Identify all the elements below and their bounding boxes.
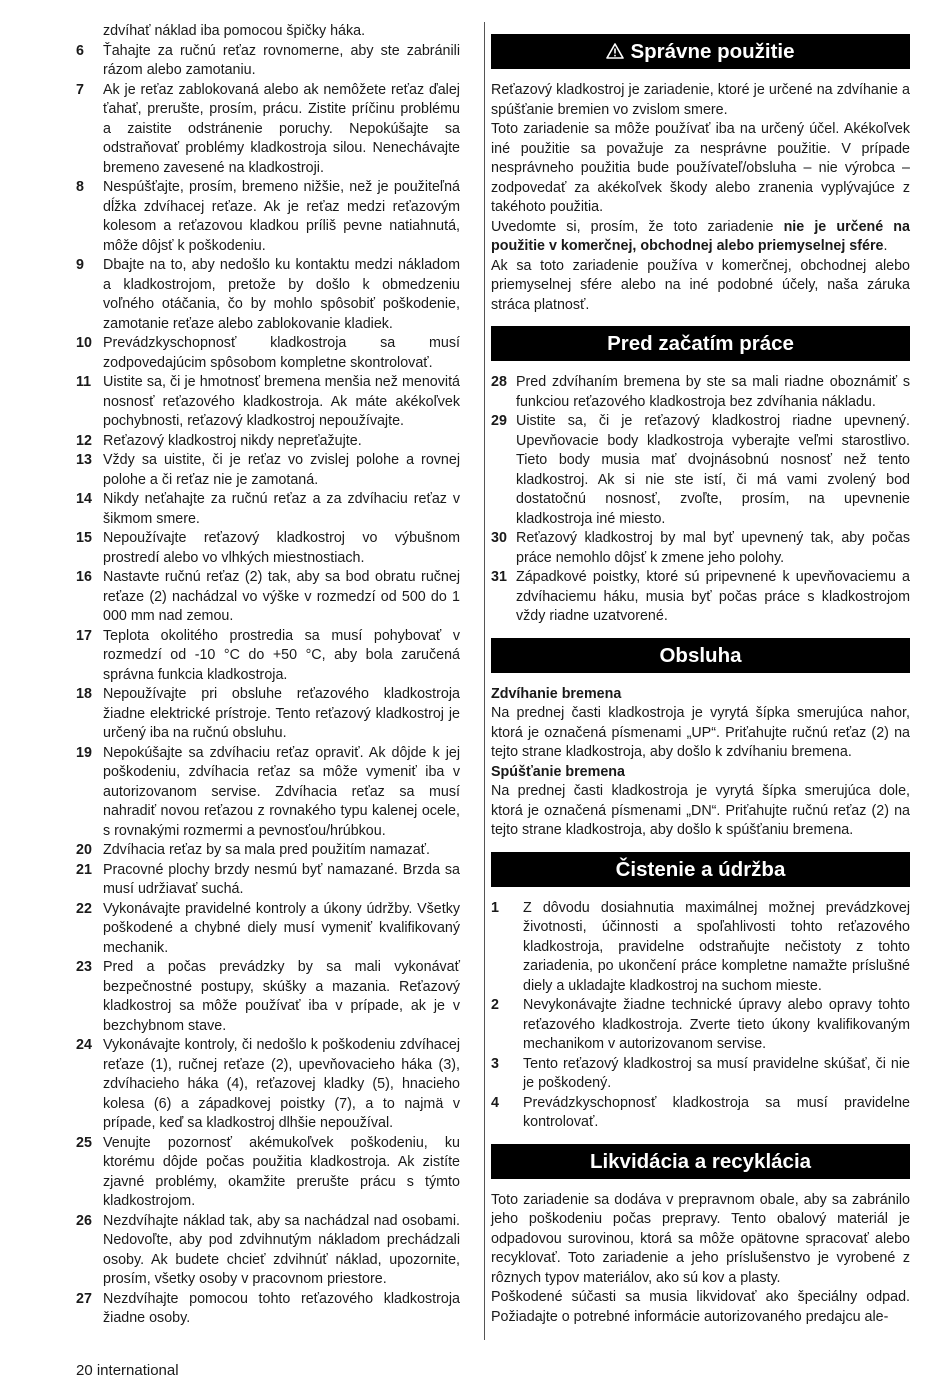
item-number: 27: [76, 1290, 92, 1307]
list-item: [76, 1212, 460, 1290]
emphasis-text: nie je určené na použitie v komerčnej, obchodnej alebo priemyselnej sfére: [491, 218, 910, 254]
item-number: 15: [76, 530, 92, 546]
item-number: 2: [491, 997, 499, 1013]
list-item: [76, 958, 460, 1036]
list-item: [76, 81, 460, 179]
maintenance-list: [491, 899, 910, 1133]
item-text: Tento reťazový kladkostroj sa musí pravidelne skúšať, či nie je poškodený.: [523, 1055, 910, 1091]
item-number: 4: [491, 1094, 499, 1111]
item-text: Uistite sa, či je hmotnosť bremena menšia než menovitá nosnosť reťazového kladkostroja. Ak máte akékoľvek pochybnosti, reťazový kladkostroj nepoužívajte.: [103, 374, 460, 429]
item-text: Dbajte na to, aby nedošlo ku kontaktu medzi nákladom a kladkostrojom, pretože by došlo k obmedzeniu voľného otáčania, čo by mohlo spôsobiť poškodenie, zamotanie reťaze alebo zablokovanie kladiek.: [103, 257, 460, 332]
item-number: 22: [76, 900, 92, 917]
item-number: 30: [491, 530, 507, 546]
item-number: 6: [76, 42, 84, 59]
item-text: Uistite sa, či je reťazový kladkostroj riadne upevnený. Upevňovacie body kladkostroja vyberajte veľmi starostlivo. Tieto body musia mať dvojnásobnú nosnosť než tento kladkostroj. Ak si nie ste istí, či má vami zvolený bod dostatočnú nosnosť, zvoľte, prosím, na upevnenie kladkostroja iné miesto.: [516, 413, 910, 527]
item-text: Nepoužívajte pri obsluhe reťazového kladkostroja žiadne elektrické prístroje. Tento reťazový kladkostroj je určený iba na ručnú obsluhu.: [103, 686, 460, 741]
item-text: Vykonávajte kontroly, či nedošlo k poškodeniu zdvíhacej reťaze (1), ručnej reťaze (2), upevňovacieho háka (3), zdvíhacieho háka (4), reťazovej kladky (5), hnacieho kolesa (6) a západkovej poistky (7), a to najmä v prípade, keď sa kladkostroj dlhšie nepoužíval.: [103, 1037, 460, 1131]
item-text: Prevádzkyschopnosť kladkostroja sa musí zodpovedajúcim spôsobom kompletne skontrolovať.: [103, 335, 460, 371]
list-item: [76, 256, 460, 334]
list-item: [76, 1036, 460, 1134]
section-header-cistenie-a-udrzba: Čistenie a údržba: [491, 852, 910, 887]
list-item: [76, 42, 460, 81]
item-number: 28: [491, 374, 507, 390]
paragraph: [491, 218, 910, 257]
item-text: Vždy sa uistite, či je reťaz vo zvislej polohe a rovnej polohe a či reťaz nie je zamotaná.: [103, 452, 460, 488]
item-text: Zdvíhacia reťaz by sa mala pred použitím namazať.: [103, 842, 430, 858]
item-text: Nepoužívajte reťazový kladkostroj vo výbušnom prostredí alebo vo vlhkých miestnostiach.: [103, 530, 460, 566]
item-text: Nastavte ručnú reťaz (2) tak, aby sa bod obratu ručnej reťaze (2) nachádzal vo výške v rozmedzí od 500 do 1 000 mm nad zemou.: [103, 569, 460, 624]
item-number: 20: [76, 842, 92, 858]
list-item: [491, 1055, 910, 1094]
list-item: [76, 900, 460, 959]
item-number: 12: [76, 432, 92, 449]
list-item: [76, 744, 460, 842]
item-text: Pred zdvíhaním bremena by ste sa mali riadne oboznámiť s funkciou reťazového kladkostroja bez zdvíhania nákladu.: [516, 374, 910, 410]
item-number: 9: [76, 257, 84, 273]
item-text: Nezdvíhajte náklad tak, aby sa nachádzal nad osobami. Nedovoľte, aby pod zdvihnutým nákladom prechádzali osoby. Ak budete chcieť zdvihnúť náklad, upozornite, prosím, všetky osoby v pracovnom priestore.: [103, 1212, 460, 1287]
list-item: [491, 529, 910, 568]
item-text: Teplota okolitého prostredia sa musí pohybovať v rozmedzí od -10 °C do +50 °C, aby bola zaručená správna funkcia kladkostroja.: [103, 627, 460, 683]
item-number: 29: [491, 413, 507, 429]
subheading: Spúšťanie bremena: [491, 763, 625, 780]
item-number: 10: [76, 335, 92, 351]
list-item: [76, 432, 460, 452]
list-item: [491, 1094, 910, 1133]
item-number: 17: [76, 627, 92, 644]
list-item: [76, 451, 460, 490]
item-number: 31: [491, 569, 507, 585]
item-text: Reťazový kladkostroj by mal byť upevnený tak, aby počas práce nemohlo dôjsť k zmene jeho polohy.: [516, 530, 910, 566]
page-footer: 20 international: [76, 1362, 179, 1379]
item-number: 18: [76, 686, 92, 702]
item-number: 1: [491, 899, 499, 916]
item-number: 23: [76, 959, 92, 975]
item-number: 13: [76, 452, 92, 468]
list-item: [76, 861, 460, 900]
item-text: Ťahajte za ručnú reťaz rovnomerne, aby ste zabránili rázom alebo zamotaniu.: [103, 42, 460, 78]
continued-text: zdvíhať náklad iba pomocou špičky háka.: [103, 23, 366, 39]
section-header-likvidacia-a-recyklacia: Likvidácia a recyklácia: [491, 1144, 910, 1179]
item-text: Z dôvodu dosiahnutia maximálnej možnej prevádzkovej životnosti, účinnosti a spoľahlivosti tohto reťazového kladkostroja, pravidelne odstraňujte nečistoty z tohto zariadenia, po ukončení práce kompletne namažte príslušné diely a ukladajte kladkostroj na suchom mieste.: [523, 899, 910, 994]
item-number: 8: [76, 179, 84, 195]
list-item: [76, 529, 460, 568]
list-item: [76, 1134, 460, 1212]
item-text: Nezdvíhajte pomocou tohto reťazového kladkostroja žiadne osoby.: [103, 1290, 460, 1326]
item-number: 7: [76, 81, 84, 98]
item-text: Nevykonávajte žiadne technické úpravy alebo opravy tohto reťazového kladkostroja. Zverte tieto úkony kvalifikovaným mechanikom v autorizovanom servise.: [523, 997, 910, 1052]
paragraph: Reťazový kladkostroj je zariadenie, ktoré je určené na zdvíhanie a spúšťanie bremien vo zvislom smere.: [491, 82, 910, 118]
subheading: Zdvíhanie bremena: [491, 685, 622, 702]
item-number: 14: [76, 491, 92, 507]
item-text: Prevádzkyschopnosť kladkostroja sa musí pravidelne kontrolovať.: [523, 1094, 910, 1130]
paragraph: Poškodené súčasti sa musia likvidovať ako špeciálny odpad. Požiadajte o potrebné informácie autorizovaného predajcu ale-: [491, 1289, 910, 1325]
item-number: 26: [76, 1212, 92, 1229]
paragraph: Toto zariadenie sa dodáva v prepravnom obale, aby sa zabránilo jeho poškodeniu počas prepravy. Tento obalový materiál je odpadovou surovinou, ktorá sa môže opätovne spracovať alebo recyklovať. Toto zariadenie a jeho príslušenstvo je vyrobené z rôznych typov materiálov, ako sú kov a plasty.: [491, 1191, 910, 1286]
paragraph-text: Uvedomte si, prosím, že toto zariadenie: [491, 218, 784, 235]
item-number: 21: [76, 861, 92, 878]
item-number: 24: [76, 1037, 92, 1053]
safety-list: [76, 42, 460, 1329]
item-text: Pracovné plochy brzdy nesmú byť namazané. Brzda sa musí udržiavať suchá.: [103, 861, 460, 897]
list-item: [76, 490, 460, 529]
section-header-pred-zacatim-prace: Pred začatím práce: [491, 326, 910, 361]
list-item: [76, 178, 460, 256]
item-number: 19: [76, 744, 92, 761]
item-text: Vykonávajte pravidelné kontroly a úkony údržby. Všetky poškodené a chybné diely musí vymeniť kvalifikovaný mechanik.: [103, 900, 460, 956]
item-text: Reťazový kladkostroj nikdy nepreťažujte.: [103, 432, 362, 449]
list-item: [76, 841, 460, 861]
item-number: 3: [491, 1055, 499, 1072]
list-item: [491, 568, 910, 627]
list-item: [491, 899, 910, 997]
section-header-obsluha: Obsluha: [491, 638, 910, 673]
warning-triangle-icon: [606, 34, 624, 69]
item-text: Nikdy neťahajte za ručnú reťaz a za zdvíhaciu reťaz v šikmom smere.: [103, 491, 460, 527]
left-column: [76, 22, 460, 1329]
item-text: Venujte pozornosť akémukoľvek poškodeniu, ku ktorému dôjde počas použitia kladkostroja. Ak zistíte zjavné problémy, okamžite prerušte prácu s týmto kladkostrojom.: [103, 1134, 460, 1209]
item-text: Západkové poistky, ktoré sú pripevnené k upevňovaciemu a zdvíhaciemu háku, musia byť počas práce s kladkostrojom vždy riadne uzatvorené.: [516, 569, 910, 624]
list-item: [76, 568, 460, 627]
section-title: Správne použitie: [630, 40, 795, 63]
list-item: [76, 334, 460, 373]
paragraph: Toto zariadenie sa môže používať iba na určený účel. Akékoľvek iné použitie sa považuje za nesprávne použitie. V prípade nesprávneho použitia bude používateľ/obsluha – nie výrobca – zodpovedať za akékoľvek škody alebo zranenia vyplývajúce z takéhoto použitia.: [491, 121, 910, 215]
item-number: 16: [76, 569, 92, 585]
item-text: Nepokúšajte sa zdvíhaciu reťaz opraviť. Ak dôjde k jej poškodeniu, zdvíhacia reťaz sa môže vymeniť iba v autorizovanom servise. Zdvíhacia reťaz sa musí nahradiť novou reťazou z rovnakého typu kalenej ocele, s rovnakými rozmermi a pevnosťou/hrúbkou.: [103, 744, 460, 839]
item-text: Pred a počas prevádzky by sa mali vykonávať bezpečnostné postupy, skúšky a mazania. Reťazový kladkostroj sa môže používať iba v prípade, ak je v bezchybnom stave.: [103, 959, 460, 1034]
list-item: [76, 373, 460, 432]
paragraph: Ak sa toto zariadenie používa v komerčnej, obchodnej alebo priemyselnej sfére alebo na iné podobné účely, naša záruka stráca platnosť.: [491, 257, 910, 313]
list-item: [76, 685, 460, 744]
item-text: Ak je reťaz zablokovaná alebo ak nemôžete reťaz ďalej ťahať, prerušte, prosím, prácu. Zistite príčinu problému a zaistite odstránenie poruchy. Nepokúšajte sa odstraňovať problémy kladkostroja silou. Nenechávajte bremeno zavesené na kladkostroji.: [103, 81, 460, 176]
list-item: [76, 627, 460, 686]
item-text: Nespúšťajte, prosím, bremeno nižšie, než je použiteľná dĺžka zdvíhacej reťaze. Ak je reťaz medzi reťazovým kolesom a reťazovou kladkou príliš pevne natiahnutá, môže dôjsť k poškodeniu.: [103, 179, 460, 254]
list-item: [491, 996, 910, 1055]
column-divider: [484, 22, 485, 1340]
paragraph: Na prednej časti kladkostroja je vyrytá šípka smerujúca nahor, ktorá je označená písmenami „UP“. Priťahujte ručnú reťaz (2) na tejto strane kladkostroja, aby došlo k zdvíhaniu bremena.: [491, 705, 910, 760]
preparation-list: [491, 373, 910, 627]
paragraph-text: .: [883, 238, 888, 254]
item-number: 11: [76, 374, 92, 390]
item-number: 25: [76, 1134, 92, 1151]
paragraph: Na prednej časti kladkostroja je vyrytá šípka smerujúca dole, ktorá je označená písmenami „DN“. Priťahujte ručnú reťaz (2) na tejto strane kladkostroja, aby došlo k spúšťaniu bremena.: [491, 783, 910, 838]
section-header-spravne-pouzitie: [491, 34, 910, 69]
list-item: [491, 412, 910, 529]
list-item: [76, 1290, 460, 1329]
right-column: [491, 34, 910, 1327]
list-item: [491, 373, 910, 412]
